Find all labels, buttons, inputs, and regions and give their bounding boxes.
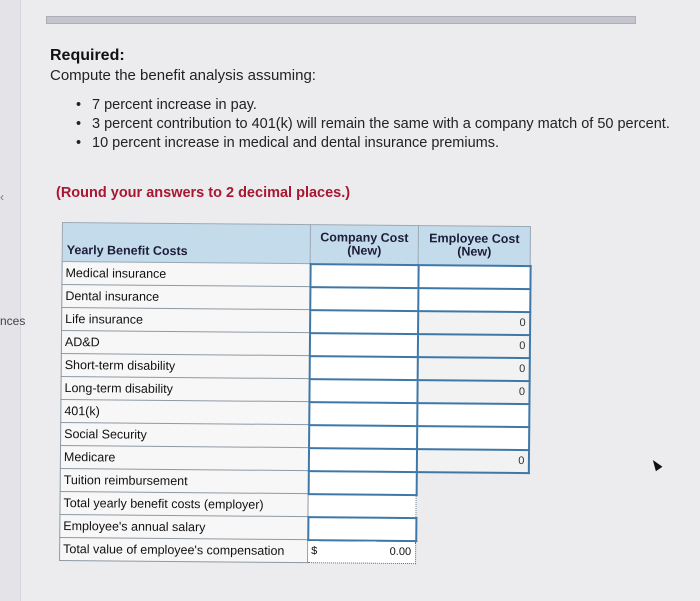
mouse-cursor-icon bbox=[650, 458, 663, 472]
total-compensation-amount: 0.00 bbox=[389, 545, 412, 558]
row-label: Social Security bbox=[61, 422, 309, 447]
employee-cost-value: 0 bbox=[417, 380, 529, 404]
currency-symbol: $ bbox=[311, 545, 318, 558]
row-label: Short-term disability bbox=[61, 353, 309, 378]
benefit-analysis-table bbox=[59, 222, 530, 556]
company-cost-input[interactable] bbox=[309, 402, 417, 426]
company-cost-input[interactable] bbox=[310, 264, 418, 288]
employee-cost-input[interactable] bbox=[418, 288, 530, 312]
table-row bbox=[60, 537, 528, 564]
company-cost-input[interactable] bbox=[309, 379, 417, 403]
total-yearly-benefit-label: Total yearly benefit costs (employer) bbox=[60, 491, 308, 516]
row-label: 401(k) bbox=[61, 399, 309, 424]
list-item: • 3 percent contribution to 401(k) will remain the same with a company match of 50 percent. bbox=[76, 116, 670, 132]
header-company-cost: Company Cost (New) bbox=[310, 225, 418, 265]
empty-cell bbox=[416, 495, 528, 519]
employee-cost-value: 0 bbox=[417, 334, 529, 358]
required-heading: Required: bbox=[50, 47, 125, 64]
chevron-left-icon[interactable]: ‹ bbox=[0, 190, 4, 204]
empty-cell bbox=[416, 472, 528, 496]
top-scroll-bar bbox=[46, 16, 636, 24]
bullet-icon: • bbox=[76, 97, 82, 113]
rounding-note: (Round your answers to 2 decimal places.) bbox=[56, 185, 351, 201]
company-cost-input[interactable] bbox=[309, 333, 417, 357]
company-cost-input[interactable] bbox=[310, 310, 418, 334]
left-panel-edge bbox=[0, 0, 21, 601]
total-yearly-benefit-value bbox=[308, 494, 416, 518]
employee-cost-input[interactable] bbox=[417, 426, 529, 450]
empty-cell bbox=[416, 541, 528, 564]
row-label: Long-term disability bbox=[61, 376, 309, 401]
assumption-list bbox=[76, 96, 670, 153]
row-label: Tuition reimbursement bbox=[60, 468, 308, 493]
row-label: AD&D bbox=[61, 331, 309, 356]
annual-salary-input[interactable] bbox=[308, 517, 416, 541]
annual-salary-label: Employee's annual salary bbox=[60, 514, 308, 539]
row-label: Medicare bbox=[60, 445, 308, 470]
employee-cost-value: 0 bbox=[418, 311, 530, 335]
total-compensation-label: Total value of employee's compensation bbox=[60, 537, 308, 562]
total-compensation-value bbox=[308, 540, 416, 563]
company-cost-input[interactable] bbox=[309, 425, 417, 449]
company-cost-input[interactable] bbox=[308, 471, 416, 495]
list-item: • 7 percent increase in pay. bbox=[76, 97, 257, 113]
company-cost-input[interactable] bbox=[309, 356, 417, 380]
bullet-icon: • bbox=[76, 116, 82, 132]
header-yearly-benefit-costs: Yearly Benefit Costs bbox=[62, 223, 310, 264]
company-cost-input[interactable] bbox=[310, 287, 418, 311]
employee-cost-value: 0 bbox=[417, 357, 529, 381]
list-item: • 10 percent increase in medical and dental insurance premiums. bbox=[76, 135, 500, 151]
employee-cost-input[interactable] bbox=[417, 403, 529, 427]
row-label: Dental insurance bbox=[62, 285, 310, 310]
instructions-text: Compute the benefit analysis assuming: bbox=[50, 67, 316, 84]
employee-cost-value: 0 bbox=[416, 449, 528, 473]
bullet-icon: • bbox=[76, 135, 82, 151]
row-label: Life insurance bbox=[62, 308, 310, 333]
employee-cost-input[interactable] bbox=[418, 265, 530, 289]
empty-cell bbox=[416, 518, 528, 542]
row-label: Medical insurance bbox=[62, 262, 310, 287]
header-employee-cost: Employee Cost (New) bbox=[418, 226, 530, 266]
company-cost-input[interactable] bbox=[308, 448, 416, 472]
side-nav-partial-label[interactable]: nces bbox=[0, 314, 26, 328]
